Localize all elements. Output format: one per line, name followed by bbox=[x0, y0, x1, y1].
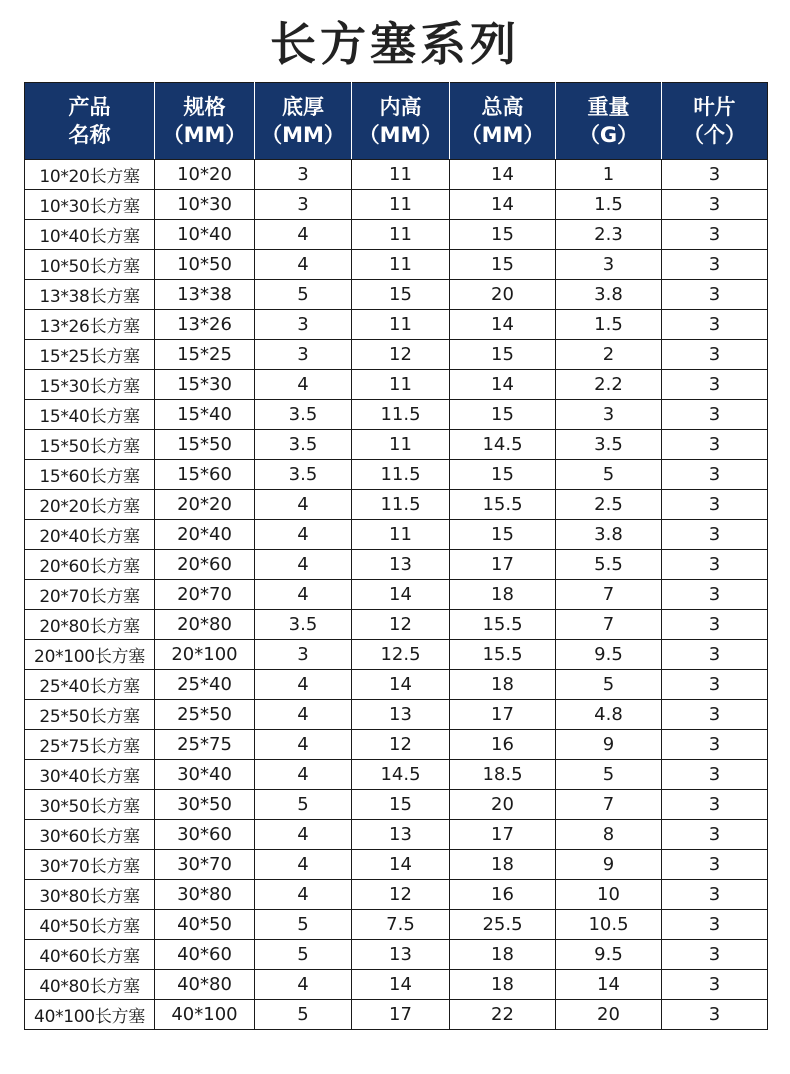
inner-height-cell: 12 bbox=[352, 730, 450, 760]
table-row bbox=[25, 280, 768, 310]
total-height-cell: 20 bbox=[450, 790, 556, 820]
spec-cell: 30*40 bbox=[155, 760, 255, 790]
inner-height-cell: 13 bbox=[352, 700, 450, 730]
weight-cell: 3.8 bbox=[556, 520, 662, 550]
header-line1: 总高 bbox=[481, 95, 524, 119]
inner-height-cell: 11.5 bbox=[352, 460, 450, 490]
header-line2: （MM） bbox=[358, 123, 443, 147]
spec-cell: 25*75 bbox=[155, 730, 255, 760]
table-row bbox=[25, 460, 768, 490]
product-name-cell: 40*60长方塞 bbox=[25, 940, 155, 970]
table-row bbox=[25, 940, 768, 970]
weight-cell: 4.8 bbox=[556, 700, 662, 730]
spec-cell: 15*50 bbox=[155, 430, 255, 460]
bottom-thickness-cell: 4 bbox=[255, 250, 352, 280]
spec-cell: 40*80 bbox=[155, 970, 255, 1000]
spec-cell: 20*70 bbox=[155, 580, 255, 610]
bottom-thickness-cell: 3 bbox=[255, 640, 352, 670]
spec-cell: 10*30 bbox=[155, 190, 255, 220]
bottom-thickness-cell: 3.5 bbox=[255, 430, 352, 460]
weight-cell: 20 bbox=[556, 1000, 662, 1030]
bottom-thickness-cell: 4 bbox=[255, 730, 352, 760]
spec-cell: 20*60 bbox=[155, 550, 255, 580]
product-name-cell: 40*80长方塞 bbox=[25, 970, 155, 1000]
inner-height-cell: 12 bbox=[352, 880, 450, 910]
inner-height-cell: 11 bbox=[352, 520, 450, 550]
bottom-thickness-cell: 3.5 bbox=[255, 460, 352, 490]
total-height-cell: 16 bbox=[450, 730, 556, 760]
weight-cell: 5 bbox=[556, 670, 662, 700]
table-row bbox=[25, 790, 768, 820]
spec-cell: 25*50 bbox=[155, 700, 255, 730]
inner-height-cell: 11.5 bbox=[352, 400, 450, 430]
bottom-thickness-cell: 4 bbox=[255, 520, 352, 550]
weight-cell: 1.5 bbox=[556, 310, 662, 340]
table-row bbox=[25, 580, 768, 610]
fins-cell: 3 bbox=[662, 700, 768, 730]
header-line2: （个） bbox=[683, 123, 746, 147]
product-name-cell: 30*50长方塞 bbox=[25, 790, 155, 820]
bottom-thickness-cell: 5 bbox=[255, 940, 352, 970]
bottom-thickness-cell: 3.5 bbox=[255, 400, 352, 430]
header-line1: 叶片 bbox=[693, 95, 736, 119]
fins-cell: 3 bbox=[662, 880, 768, 910]
weight-cell: 7 bbox=[556, 790, 662, 820]
total-height-cell: 14 bbox=[450, 160, 556, 190]
total-height-cell: 22 bbox=[450, 1000, 556, 1030]
header-line1: 重量 bbox=[587, 95, 630, 119]
weight-cell: 7 bbox=[556, 580, 662, 610]
weight-cell: 9.5 bbox=[556, 640, 662, 670]
table-row bbox=[25, 670, 768, 700]
inner-height-cell: 11.5 bbox=[352, 490, 450, 520]
inner-height-cell: 11 bbox=[352, 310, 450, 340]
table-row bbox=[25, 220, 768, 250]
weight-cell: 9 bbox=[556, 850, 662, 880]
product-name-cell: 15*50长方塞 bbox=[25, 430, 155, 460]
fins-cell: 3 bbox=[662, 940, 768, 970]
fins-cell: 3 bbox=[662, 820, 768, 850]
weight-cell: 8 bbox=[556, 820, 662, 850]
total-height-cell: 15 bbox=[450, 520, 556, 550]
product-name-cell: 15*60长方塞 bbox=[25, 460, 155, 490]
product-name-cell: 10*20长方塞 bbox=[25, 160, 155, 190]
table-row bbox=[25, 700, 768, 730]
product-name-cell: 40*100长方塞 bbox=[25, 1000, 155, 1030]
header-line2: 名称 bbox=[68, 123, 111, 147]
inner-height-cell: 14 bbox=[352, 970, 450, 1000]
product-name-cell: 10*40长方塞 bbox=[25, 220, 155, 250]
bottom-thickness-cell: 4 bbox=[255, 700, 352, 730]
spec-cell: 20*80 bbox=[155, 610, 255, 640]
header-line1: 产品 bbox=[68, 95, 111, 119]
fins-cell: 3 bbox=[662, 490, 768, 520]
header-weight bbox=[556, 83, 662, 160]
weight-cell: 5 bbox=[556, 760, 662, 790]
product-name-cell: 20*40长方塞 bbox=[25, 520, 155, 550]
fins-cell: 3 bbox=[662, 550, 768, 580]
fins-cell: 3 bbox=[662, 580, 768, 610]
fins-cell: 3 bbox=[662, 670, 768, 700]
weight-cell: 5 bbox=[556, 460, 662, 490]
inner-height-cell: 15 bbox=[352, 790, 450, 820]
product-name-cell: 20*100长方塞 bbox=[25, 640, 155, 670]
inner-height-cell: 14.5 bbox=[352, 760, 450, 790]
fins-cell: 3 bbox=[662, 640, 768, 670]
weight-cell: 2.3 bbox=[556, 220, 662, 250]
total-height-cell: 15 bbox=[450, 460, 556, 490]
bottom-thickness-cell: 4 bbox=[255, 820, 352, 850]
total-height-cell: 18 bbox=[450, 670, 556, 700]
table-row bbox=[25, 160, 768, 190]
inner-height-cell: 13 bbox=[352, 820, 450, 850]
bottom-thickness-cell: 4 bbox=[255, 490, 352, 520]
page-title: 长方塞系列 bbox=[270, 17, 520, 71]
table-row bbox=[25, 760, 768, 790]
weight-cell: 2 bbox=[556, 340, 662, 370]
inner-height-cell: 12 bbox=[352, 340, 450, 370]
product-name-cell: 20*20长方塞 bbox=[25, 490, 155, 520]
inner-height-cell: 11 bbox=[352, 160, 450, 190]
header-line1: 内高 bbox=[379, 95, 422, 119]
spec-cell: 10*50 bbox=[155, 250, 255, 280]
fins-cell: 3 bbox=[662, 790, 768, 820]
table-row bbox=[25, 490, 768, 520]
table-row bbox=[25, 310, 768, 340]
inner-height-cell: 11 bbox=[352, 250, 450, 280]
bottom-thickness-cell: 5 bbox=[255, 790, 352, 820]
spec-cell: 20*40 bbox=[155, 520, 255, 550]
header-line2: （G） bbox=[578, 123, 639, 147]
bottom-thickness-cell: 3.5 bbox=[255, 610, 352, 640]
bottom-thickness-cell: 5 bbox=[255, 1000, 352, 1030]
weight-cell: 2.2 bbox=[556, 370, 662, 400]
product-name-cell: 10*30长方塞 bbox=[25, 190, 155, 220]
spec-cell: 20*20 bbox=[155, 490, 255, 520]
weight-cell: 9.5 bbox=[556, 940, 662, 970]
header-fins bbox=[662, 83, 768, 160]
spec-cell: 20*100 bbox=[155, 640, 255, 670]
spec-cell: 30*50 bbox=[155, 790, 255, 820]
product-name-cell: 30*60长方塞 bbox=[25, 820, 155, 850]
spec-cell: 15*40 bbox=[155, 400, 255, 430]
product-name-cell: 25*40长方塞 bbox=[25, 670, 155, 700]
fins-cell: 3 bbox=[662, 220, 768, 250]
spec-cell: 40*100 bbox=[155, 1000, 255, 1030]
header-line1: 规格 bbox=[183, 95, 226, 119]
fins-cell: 3 bbox=[662, 190, 768, 220]
header-inner-height bbox=[352, 83, 450, 160]
table-row bbox=[25, 1000, 768, 1030]
product-name-cell: 30*40长方塞 bbox=[25, 760, 155, 790]
total-height-cell: 14 bbox=[450, 310, 556, 340]
total-height-cell: 15 bbox=[450, 340, 556, 370]
spec-cell: 15*30 bbox=[155, 370, 255, 400]
spec-cell: 25*40 bbox=[155, 670, 255, 700]
spec-cell: 30*60 bbox=[155, 820, 255, 850]
inner-height-cell: 14 bbox=[352, 850, 450, 880]
product-name-cell: 30*80长方塞 bbox=[25, 880, 155, 910]
weight-cell: 7 bbox=[556, 610, 662, 640]
total-height-cell: 15 bbox=[450, 400, 556, 430]
inner-height-cell: 13 bbox=[352, 550, 450, 580]
inner-height-cell: 13 bbox=[352, 940, 450, 970]
fins-cell: 3 bbox=[662, 250, 768, 280]
weight-cell: 10.5 bbox=[556, 910, 662, 940]
bottom-thickness-cell: 3 bbox=[255, 340, 352, 370]
header-line1: 底厚 bbox=[282, 95, 324, 119]
inner-height-cell: 14 bbox=[352, 580, 450, 610]
total-height-cell: 15.5 bbox=[450, 640, 556, 670]
total-height-cell: 16 bbox=[450, 880, 556, 910]
bottom-thickness-cell: 4 bbox=[255, 220, 352, 250]
weight-cell: 3 bbox=[556, 400, 662, 430]
weight-cell: 1.5 bbox=[556, 190, 662, 220]
fins-cell: 3 bbox=[662, 850, 768, 880]
product-name-cell: 15*40长方塞 bbox=[25, 400, 155, 430]
fins-cell: 3 bbox=[662, 1000, 768, 1030]
total-height-cell: 17 bbox=[450, 700, 556, 730]
total-height-cell: 20 bbox=[450, 280, 556, 310]
bottom-thickness-cell: 4 bbox=[255, 580, 352, 610]
fins-cell: 3 bbox=[662, 310, 768, 340]
table-row bbox=[25, 970, 768, 1000]
spec-cell: 30*70 bbox=[155, 850, 255, 880]
weight-cell: 5.5 bbox=[556, 550, 662, 580]
bottom-thickness-cell: 4 bbox=[255, 970, 352, 1000]
fins-cell: 3 bbox=[662, 460, 768, 490]
product-name-cell: 10*50长方塞 bbox=[25, 250, 155, 280]
table-row bbox=[25, 400, 768, 430]
inner-height-cell: 11 bbox=[352, 190, 450, 220]
table-row bbox=[25, 550, 768, 580]
fins-cell: 3 bbox=[662, 280, 768, 310]
table-row bbox=[25, 340, 768, 370]
inner-height-cell: 11 bbox=[352, 220, 450, 250]
bottom-thickness-cell: 4 bbox=[255, 880, 352, 910]
spec-cell: 10*40 bbox=[155, 220, 255, 250]
spec-cell: 13*26 bbox=[155, 310, 255, 340]
header-spec bbox=[155, 83, 255, 160]
table-row bbox=[25, 730, 768, 760]
weight-cell: 3.8 bbox=[556, 280, 662, 310]
table-row bbox=[25, 250, 768, 280]
inner-height-cell: 17 bbox=[352, 1000, 450, 1030]
weight-cell: 3 bbox=[556, 250, 662, 280]
total-height-cell: 15 bbox=[450, 220, 556, 250]
inner-height-cell: 11 bbox=[352, 370, 450, 400]
weight-cell: 10 bbox=[556, 880, 662, 910]
total-height-cell: 18 bbox=[450, 940, 556, 970]
total-height-cell: 14.5 bbox=[450, 430, 556, 460]
fins-cell: 3 bbox=[662, 610, 768, 640]
header-line2: （MM） bbox=[261, 123, 345, 147]
weight-cell: 14 bbox=[556, 970, 662, 1000]
table-row bbox=[25, 880, 768, 910]
fins-cell: 3 bbox=[662, 400, 768, 430]
spec-cell: 40*50 bbox=[155, 910, 255, 940]
spec-table bbox=[24, 82, 768, 1030]
product-name-cell: 20*80长方塞 bbox=[25, 610, 155, 640]
weight-cell: 9 bbox=[556, 730, 662, 760]
bottom-thickness-cell: 4 bbox=[255, 850, 352, 880]
header-product-name bbox=[25, 83, 155, 160]
spec-cell: 10*20 bbox=[155, 160, 255, 190]
table-header-row bbox=[25, 83, 768, 160]
total-height-cell: 14 bbox=[450, 190, 556, 220]
table-row bbox=[25, 820, 768, 850]
bottom-thickness-cell: 5 bbox=[255, 280, 352, 310]
bottom-thickness-cell: 5 bbox=[255, 910, 352, 940]
total-height-cell: 18 bbox=[450, 850, 556, 880]
fins-cell: 3 bbox=[662, 370, 768, 400]
inner-height-cell: 12.5 bbox=[352, 640, 450, 670]
spec-cell: 30*80 bbox=[155, 880, 255, 910]
fins-cell: 3 bbox=[662, 730, 768, 760]
inner-height-cell: 7.5 bbox=[352, 910, 450, 940]
total-height-cell: 15.5 bbox=[450, 490, 556, 520]
total-height-cell: 18 bbox=[450, 580, 556, 610]
weight-cell: 1 bbox=[556, 160, 662, 190]
total-height-cell: 15 bbox=[450, 250, 556, 280]
table-row bbox=[25, 370, 768, 400]
bottom-thickness-cell: 3 bbox=[255, 190, 352, 220]
fins-cell: 3 bbox=[662, 340, 768, 370]
product-name-cell: 25*50长方塞 bbox=[25, 700, 155, 730]
inner-height-cell: 11 bbox=[352, 430, 450, 460]
spec-cell: 15*60 bbox=[155, 460, 255, 490]
inner-height-cell: 12 bbox=[352, 610, 450, 640]
header-line2: （MM） bbox=[460, 123, 545, 147]
total-height-cell: 17 bbox=[450, 820, 556, 850]
bottom-thickness-cell: 4 bbox=[255, 760, 352, 790]
fins-cell: 3 bbox=[662, 520, 768, 550]
weight-cell: 3.5 bbox=[556, 430, 662, 460]
fins-cell: 3 bbox=[662, 910, 768, 940]
product-name-cell: 15*30长方塞 bbox=[25, 370, 155, 400]
table-row bbox=[25, 430, 768, 460]
product-name-cell: 13*38长方塞 bbox=[25, 280, 155, 310]
header-bottom-thickness bbox=[255, 83, 352, 160]
total-height-cell: 14 bbox=[450, 370, 556, 400]
spec-cell: 15*25 bbox=[155, 340, 255, 370]
bottom-thickness-cell: 4 bbox=[255, 550, 352, 580]
fins-cell: 3 bbox=[662, 430, 768, 460]
table-row bbox=[25, 640, 768, 670]
product-name-cell: 40*50长方塞 bbox=[25, 910, 155, 940]
table-row bbox=[25, 610, 768, 640]
fins-cell: 3 bbox=[662, 970, 768, 1000]
bottom-thickness-cell: 4 bbox=[255, 670, 352, 700]
header-line2: （MM） bbox=[162, 123, 247, 147]
table-row bbox=[25, 850, 768, 880]
total-height-cell: 18.5 bbox=[450, 760, 556, 790]
product-name-cell: 30*70长方塞 bbox=[25, 850, 155, 880]
total-height-cell: 17 bbox=[450, 550, 556, 580]
total-height-cell: 18 bbox=[450, 970, 556, 1000]
weight-cell: 2.5 bbox=[556, 490, 662, 520]
fins-cell: 3 bbox=[662, 760, 768, 790]
product-name-cell: 13*26长方塞 bbox=[25, 310, 155, 340]
product-name-cell: 20*60长方塞 bbox=[25, 550, 155, 580]
product-name-cell: 20*70长方塞 bbox=[25, 580, 155, 610]
header-total-height bbox=[450, 83, 556, 160]
spec-cell: 40*60 bbox=[155, 940, 255, 970]
inner-height-cell: 15 bbox=[352, 280, 450, 310]
table-row bbox=[25, 190, 768, 220]
total-height-cell: 15.5 bbox=[450, 610, 556, 640]
product-name-cell: 25*75长方塞 bbox=[25, 730, 155, 760]
product-name-cell: 15*25长方塞 bbox=[25, 340, 155, 370]
bottom-thickness-cell: 3 bbox=[255, 310, 352, 340]
table-body bbox=[25, 160, 768, 1030]
bottom-thickness-cell: 3 bbox=[255, 160, 352, 190]
spec-cell: 13*38 bbox=[155, 280, 255, 310]
total-height-cell: 25.5 bbox=[450, 910, 556, 940]
table-row bbox=[25, 520, 768, 550]
table-row bbox=[25, 910, 768, 940]
fins-cell: 3 bbox=[662, 160, 768, 190]
bottom-thickness-cell: 4 bbox=[255, 370, 352, 400]
inner-height-cell: 14 bbox=[352, 670, 450, 700]
